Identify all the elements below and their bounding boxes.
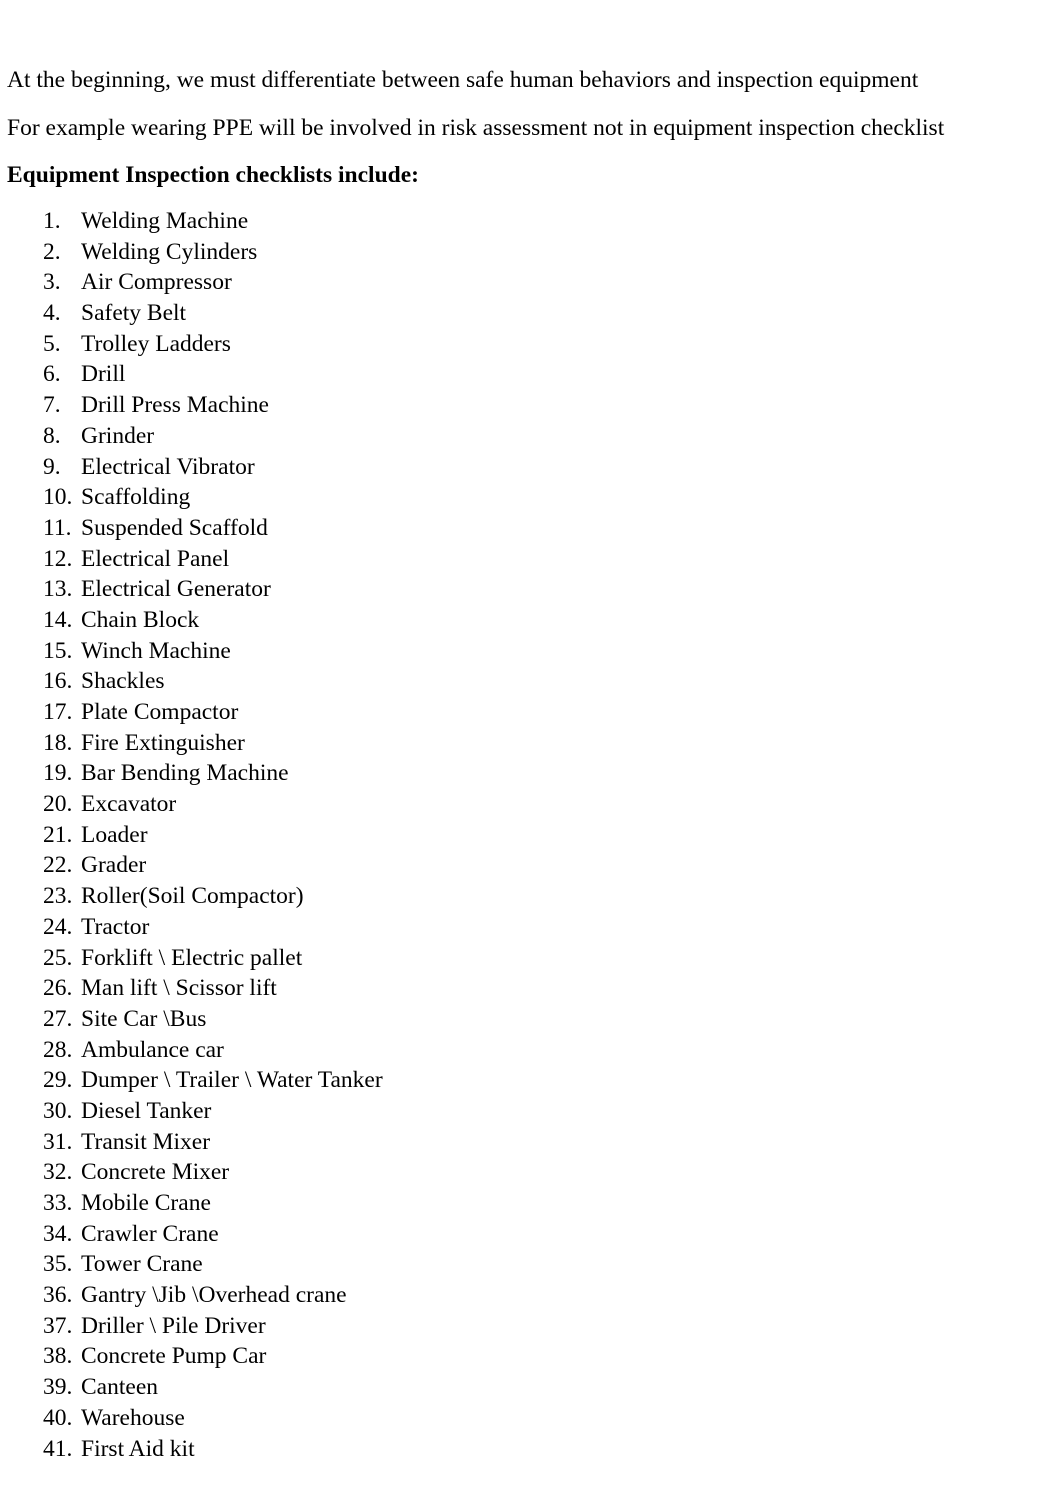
list-item-number: 6. — [43, 361, 61, 388]
section-heading: Equipment Inspection checklists include: — [7, 162, 419, 188]
list-item-number: 22. — [43, 852, 73, 879]
list-item-number: 3. — [43, 269, 61, 296]
list-item-label: Excavator — [81, 791, 177, 818]
list-item-number: 25. — [43, 944, 73, 971]
list-item-number: 21. — [43, 821, 73, 848]
list-item-number: 38. — [43, 1343, 73, 1370]
list-item-number: 30. — [43, 1097, 73, 1124]
list-item-number: 20. — [43, 791, 73, 818]
list-item-label: Electrical Panel — [81, 545, 230, 572]
intro-paragraph-1: At the beginning, we must differentiate between safe human behaviors and inspection equipment — [7, 67, 919, 93]
list-item-number: 13. — [43, 576, 73, 603]
list-item-label: Scaffolding — [81, 484, 191, 511]
list-item-number: 18. — [43, 729, 73, 756]
list-item-number: 9. — [43, 453, 61, 480]
list-item-label: Plate Compactor — [81, 699, 239, 725]
list-item-label: Welding Machine — [81, 208, 249, 234]
list-item-label: Trolley Ladders — [81, 330, 231, 357]
list-item-label: Diesel Tanker — [81, 1097, 212, 1124]
list-item-number: 8. — [43, 422, 61, 449]
list-item-number: 29. — [43, 1067, 73, 1094]
list-item-label: Drill Press Machine — [81, 392, 269, 419]
list-item-label: Safety Belt — [81, 300, 187, 327]
list-item-label: Roller(Soil Compactor) — [81, 883, 304, 910]
list-item-number: 34. — [43, 1220, 73, 1247]
list-item-number: 26. — [43, 975, 73, 1002]
list-item-number: 41. — [43, 1435, 73, 1462]
list-item-number: 27. — [43, 1005, 73, 1032]
list-item-label: Air Compressor — [81, 269, 232, 296]
list-item-label: Grader — [81, 852, 147, 879]
list-item-label: Welding Cylinders — [81, 238, 258, 265]
list-item-number: 2. — [43, 238, 61, 265]
list-item-label: Suspended Scaffold — [81, 514, 268, 541]
list-item-label: Dumper \ Trailer \ Water Tanker — [81, 1067, 383, 1094]
list-item-number: 16. — [43, 668, 73, 695]
list-item-number: 31. — [43, 1128, 73, 1155]
list-item-label: Man lift \ Scissor lift — [81, 975, 277, 1002]
list-item-number: 35. — [43, 1251, 73, 1278]
list-item-label: Shackles — [81, 668, 165, 695]
list-item-label: Fire Extinguisher — [81, 729, 245, 756]
list-item-number: 40. — [43, 1404, 73, 1431]
list-item-number: 28. — [43, 1036, 73, 1063]
list-item-number: 36. — [43, 1282, 73, 1309]
list-item-label: Site Car \Bus — [81, 1005, 207, 1032]
list-item-number: 23. — [43, 883, 73, 910]
list-item-label: Grinder — [81, 422, 155, 449]
list-item-number: 11. — [43, 514, 72, 541]
list-item-number: 32. — [43, 1159, 73, 1186]
list-item-number: 12. — [43, 545, 73, 572]
list-item-label: Tower Crane — [81, 1251, 203, 1278]
list-item-label: Crawler Crane — [81, 1220, 219, 1247]
list-item-label: Winch Machine — [81, 637, 231, 664]
list-item-label: First Aid kit — [81, 1435, 195, 1462]
list-item-number: 19. — [43, 760, 73, 787]
list-item-label: Warehouse — [81, 1404, 185, 1431]
list-item-label: Transit Mixer — [81, 1128, 211, 1155]
list-item-label: Drill — [81, 361, 126, 388]
list-item-label: Electrical Vibrator — [81, 453, 255, 480]
list-item-number: 37. — [43, 1312, 73, 1339]
list-item-label: Mobile Crane — [81, 1190, 211, 1216]
list-item-number: 24. — [43, 913, 73, 940]
intro-paragraph-2: For example wearing PPE will be involved in risk assessment not in equipment inspection checklist — [7, 115, 945, 141]
list-item-number: 39. — [43, 1374, 73, 1401]
list-item-label: Electrical Generator — [81, 576, 271, 603]
list-item-label: Concrete Pump Car — [81, 1343, 267, 1370]
list-item-label: Gantry \Jib \Overhead crane — [81, 1282, 347, 1309]
list-item-number: 33. — [43, 1190, 73, 1216]
list-item-number: 4. — [43, 300, 61, 327]
list-item-number: 17. — [43, 699, 73, 725]
list-item-label: Loader — [81, 821, 148, 848]
list-item-number: 5. — [43, 330, 61, 357]
list-item-label: Ambulance car — [81, 1036, 224, 1063]
list-item-number: 14. — [43, 606, 73, 633]
list-item-label: Bar Bending Machine — [81, 760, 289, 787]
list-item-number: 1. — [43, 208, 61, 234]
list-item-number: 10. — [43, 484, 73, 511]
list-item-label: Chain Block — [81, 606, 200, 633]
list-item-number: 7. — [43, 392, 61, 419]
list-item-label: Forklift \ Electric pallet — [81, 944, 303, 971]
list-item-label: Concrete Mixer — [81, 1159, 230, 1186]
list-item-label: Tractor — [81, 913, 150, 940]
list-item-label: Canteen — [81, 1374, 158, 1401]
list-item-number: 15. — [43, 637, 73, 664]
list-item-label: Driller \ Pile Driver — [81, 1312, 266, 1339]
